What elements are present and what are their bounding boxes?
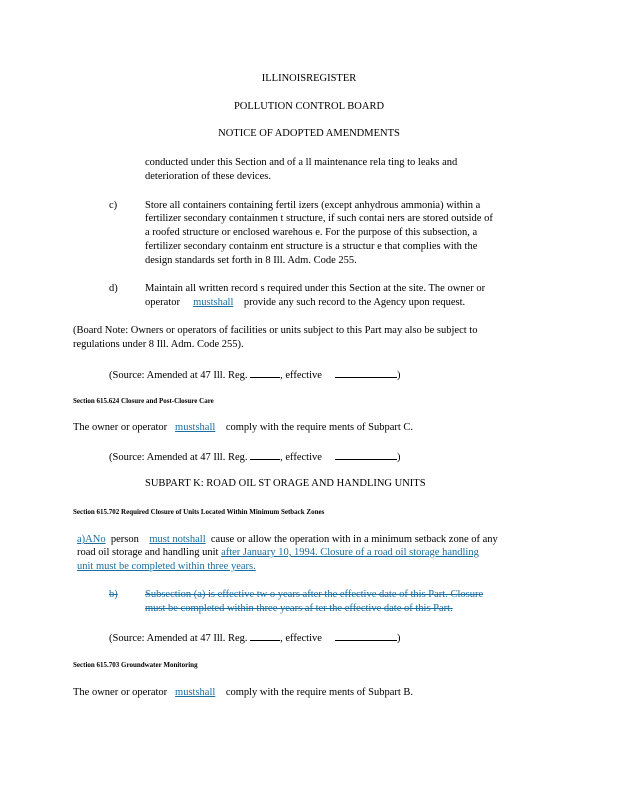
item-d-line-1: Maintain all written record s required under this Section at the site. The owner or — [145, 283, 486, 294]
item-c-line-5: design standards set forth in 8 Ill. Adm. Code 255. — [145, 255, 357, 266]
para-text-end: comply with the require ments of Subpart C. — [225, 422, 414, 433]
section-heading-703: Section 615.703 Groundwater Monitoring — [73, 661, 198, 669]
source-close: ) — [397, 452, 401, 463]
para-a-line-1 — [77, 533, 498, 546]
source-effective: , effective — [280, 633, 322, 644]
source-close: ) — [397, 633, 401, 644]
deleted-b-line-1: Subsection (a) is effective tw o years after the effective date of this Part. Closure — [145, 589, 484, 600]
source-text: (Source: Amended at 47 Ill. Reg. — [109, 370, 248, 381]
board-note-line-2: regulations under 8 Ill. Adm. Code 255). — [73, 339, 244, 350]
item-c-line-2: fertilizer secondary containmen t structure, if such contai ners are stored outside of — [145, 213, 493, 224]
section-624-text — [73, 421, 413, 434]
blank-issue — [250, 630, 280, 641]
para-a-line-2 — [77, 546, 479, 559]
source-close: ) — [397, 370, 401, 381]
item-d-label: d) — [109, 283, 118, 294]
section-heading-702: Section 615.702 Required Closure of Units Located Within Minimum Setback Zones — [73, 508, 325, 516]
section-heading-624: Section 615.624 Closure and Post-Closure Care — [73, 397, 214, 405]
inserted-must-notshall: must notshall — [149, 534, 206, 545]
source-note-1 — [109, 367, 401, 382]
board-note-line-1: (Board Note: Owners or operators of facilities or units subject to this Part may also be subject to — [73, 325, 478, 336]
item-d-text-end: provide any such record to the Agency upon request. — [243, 297, 466, 308]
inserted-completion-clause: unit must be completed within three years. — [77, 561, 256, 572]
para-a-text-3: road oil storage and handling unit — [77, 547, 219, 558]
source-text: (Source: Amended at 47 Ill. Reg. — [109, 633, 248, 644]
section-703-text — [73, 686, 413, 699]
notice-title: NOTICE OF ADOPTED AMENDMENTS — [218, 128, 400, 139]
register-title: ILLINOISREGISTER — [261, 73, 357, 84]
item-c-label: c) — [109, 200, 118, 211]
board-title: POLLUTION CONTROL BOARD — [233, 101, 385, 112]
item-d-line-2 — [145, 296, 465, 309]
subpart-heading: SUBPART K: ROAD OIL ST ORAGE AND HANDLING UNITS — [145, 478, 426, 489]
para-a-line-3 — [77, 560, 256, 573]
blank-date — [335, 449, 397, 460]
source-note-3 — [109, 630, 401, 645]
deleted-b-label: b) — [109, 589, 118, 600]
item-c-line-4: fertilizer secondary containm ent structure is a structur e that complies with the — [145, 241, 478, 252]
para-text: The owner or operator — [73, 422, 168, 433]
para-a-text-2: cause or allow the operation with in a minimum setback zone of any — [210, 534, 498, 545]
blank-date — [335, 367, 397, 378]
para-text: The owner or operator — [73, 687, 168, 698]
item-c-line-3: a roofed structure or enclosed warehous e. For the purpose of this subsection, a — [145, 227, 478, 238]
item-d-text: operator — [145, 297, 180, 308]
continuation-line-1: conducted under this Section and of a ll maintenance rela ting to leaks and — [145, 157, 458, 168]
item-c-line-1: Store all containers containing fertil izers (except anhydrous ammonia) within a — [145, 200, 481, 211]
inserted-date-clause: after January 10, 1994. Closure of a road oil storage handling — [221, 547, 479, 558]
source-effective: , effective — [280, 370, 322, 381]
source-text: (Source: Amended at 47 Ill. Reg. — [109, 452, 248, 463]
inserted-mustshall: mustshall — [175, 687, 216, 698]
blank-issue — [250, 367, 280, 378]
continuation-line-2: deterioration of these devices. — [145, 171, 271, 182]
blank-issue — [250, 449, 280, 460]
inserted-mustshall: mustshall — [175, 422, 216, 433]
inserted-mustshall: mustshall — [193, 297, 234, 308]
deleted-b-line-2: must be completed within three years af ter the effective date of this Part. — [145, 603, 453, 614]
inserted-ano: a)ANo — [77, 534, 106, 545]
para-a-text: person — [110, 534, 139, 545]
source-effective: , effective — [280, 452, 322, 463]
para-text-end: comply with the require ments of Subpart B. — [225, 687, 414, 698]
blank-date — [335, 630, 397, 641]
source-note-2 — [109, 449, 401, 464]
